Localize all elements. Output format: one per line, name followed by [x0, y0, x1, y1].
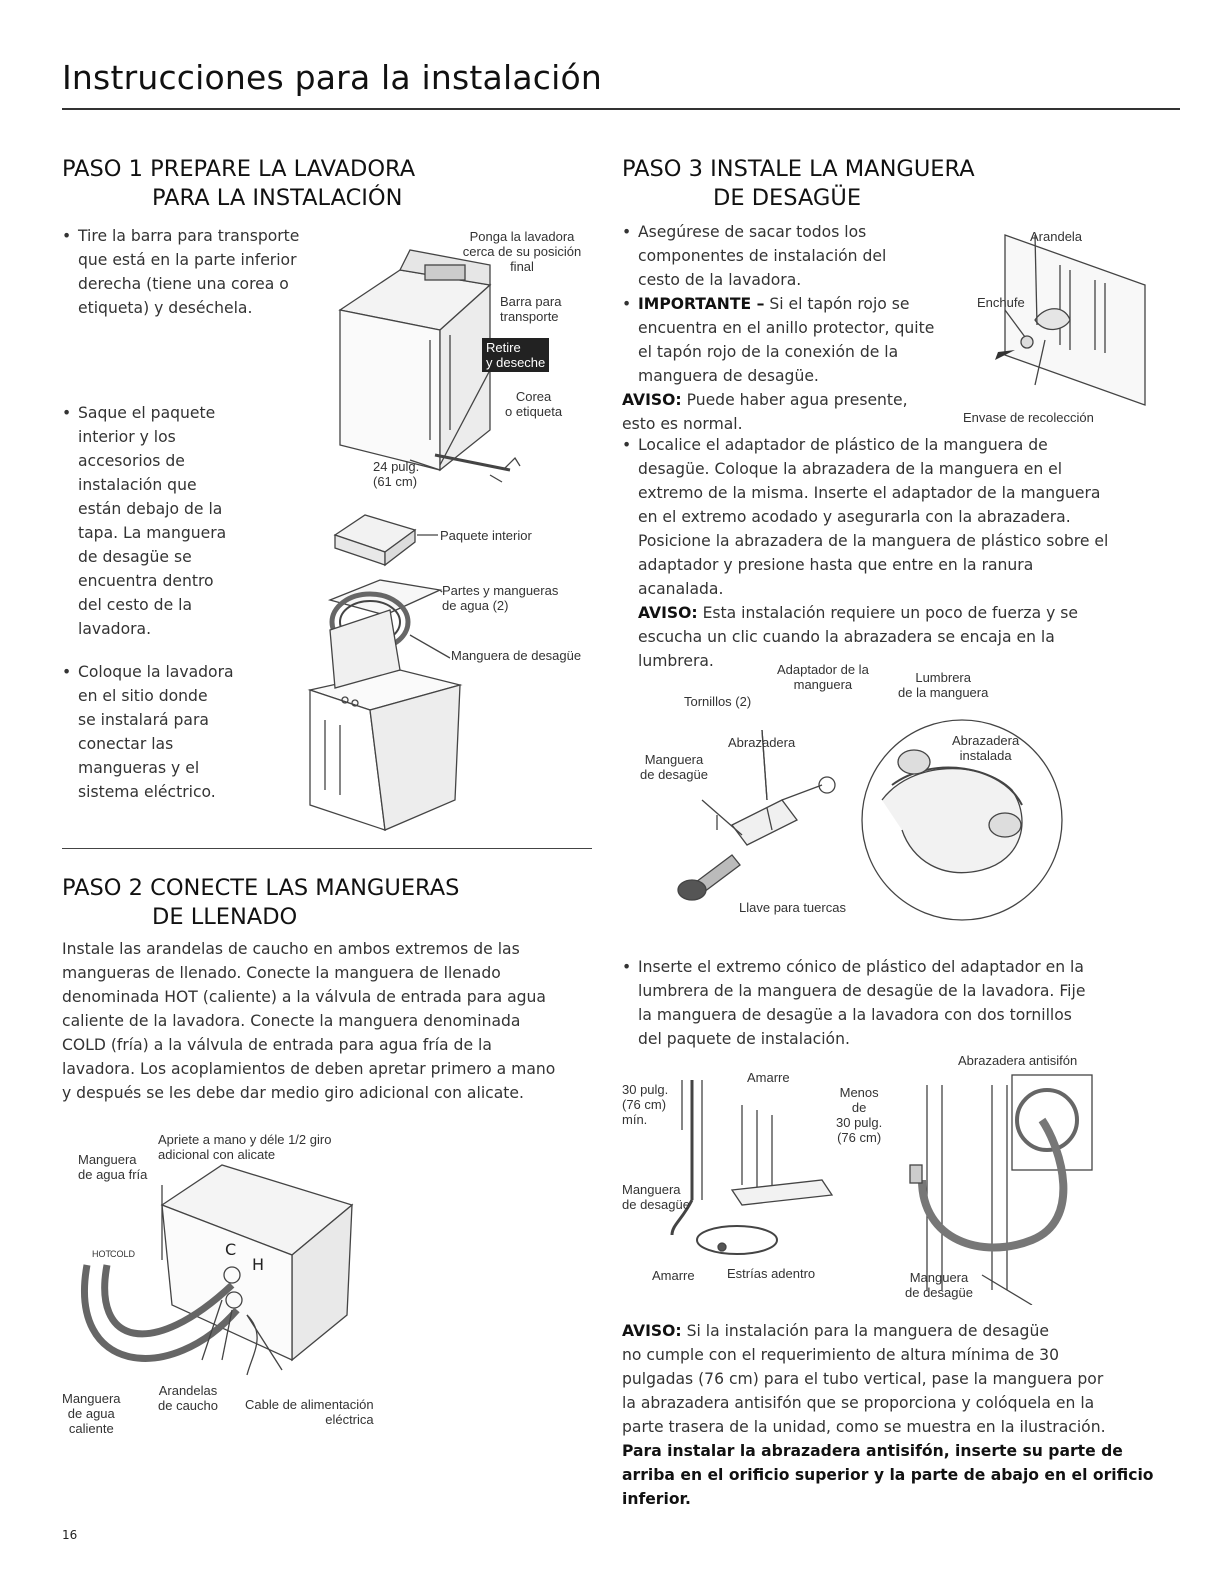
text-line: la abrazadera antisifón que se proporciona y colóquela en la	[622, 1394, 1095, 1412]
label-line: de desagüe	[640, 767, 708, 782]
sticker-line: y deseche	[486, 355, 546, 370]
text-line: la manguera de desagüe a la lavadora con dos tornillos	[638, 1006, 1072, 1024]
page-title: Instrucciones para la instalación	[62, 58, 602, 97]
text-line: accesorios de	[78, 452, 185, 470]
step3-bullet-4	[622, 955, 1182, 1051]
h-mark: H	[252, 1255, 265, 1274]
text-line: Si el tapón rojo se	[764, 295, 910, 313]
text-line: • Tire la barra para transporte	[78, 227, 300, 245]
label-30-pulg	[622, 1082, 668, 1127]
text-line: COLD (fría) a la válvula de entrada para agua fría de la	[62, 1036, 492, 1054]
label-line: Lumbrera	[915, 670, 971, 685]
text-line: mangueras de llenado. Conecte la manguera de llenado	[62, 964, 501, 982]
retire-sticker	[482, 338, 549, 372]
text-line: lumbrera.	[638, 652, 714, 670]
label-line: (76 cm)	[837, 1130, 882, 1145]
text-line: pulgadas (76 cm) para el tubo vertical, pase la manguera por	[622, 1370, 1104, 1388]
label-line: Ponga la lavadora	[469, 229, 575, 244]
text-line: parte trasera de la unidad, como se muestra en la ilustración.	[622, 1418, 1106, 1436]
label-manguera-desague-2	[640, 752, 708, 782]
aviso-label: AVISO:	[622, 391, 682, 409]
importante-label: IMPORTANTE –	[638, 295, 765, 313]
text-line: • Inserte el extremo cónico de plástico del adaptador en la	[638, 958, 1084, 976]
label-line: Manguera	[78, 1152, 137, 1167]
label-line: Adaptador de la	[777, 662, 869, 677]
text-line: etiqueta) y deséchela.	[78, 299, 253, 317]
drain-plug-illustration	[975, 225, 1160, 415]
label-agua-caliente	[62, 1391, 121, 1436]
label-manguera-desague: Manguera de desagüe	[451, 648, 582, 663]
text-line: manguera de desagüe.	[638, 367, 819, 385]
bold-line: Para instalar la abrazadera antisifón, inserte su parte de	[622, 1442, 1123, 1460]
text-line: Si la instalación para la manguera de desagüe	[681, 1322, 1049, 1340]
label-paquete-interior: Paquete interior	[440, 528, 532, 543]
label-line: o etiqueta	[505, 404, 563, 419]
text-line: encuentra dentro	[78, 572, 214, 590]
label-line: cerca de su posición	[462, 244, 582, 259]
text-line: no cumple con el requerimiento de altura mínima de 30	[622, 1346, 1060, 1364]
label-amarre: Amarre	[747, 1070, 790, 1085]
label-line: 30 pulg.	[622, 1082, 669, 1097]
label-llave: Llave para tuercas	[739, 900, 846, 915]
bold-line: arriba en el orificio superior y la parte de abajo en el orificio	[622, 1466, 1154, 1484]
label-line: Arandelas	[158, 1383, 218, 1398]
text-line: sistema eléctrico.	[78, 783, 216, 801]
label-line: Apriete a mano y déle 1/2 giro	[158, 1132, 332, 1147]
label-line: de caucho	[158, 1398, 218, 1413]
text-line: extremo de la misma. Inserte el adaptador de la manguera	[638, 484, 1101, 502]
label-corea	[505, 389, 562, 419]
label-line: eléctrica	[325, 1412, 374, 1427]
label-envase: Envase de recolección	[963, 410, 1094, 425]
drain-adapter-illustration	[622, 690, 1072, 935]
text-line: tapa. La manguera	[78, 524, 227, 542]
step1-heading-line2: PARA LA INSTALACIÓN	[152, 185, 403, 211]
label-line: Partes y mangueras	[442, 583, 559, 598]
label-abrazadera-instalada	[952, 733, 1019, 763]
text-line: denominada HOT (caliente) a la válvula de entrada para agua	[62, 988, 546, 1006]
label-adaptador	[777, 662, 869, 692]
text-line: en el sitio donde	[78, 687, 208, 705]
text-line: adaptador y presione hasta que entre en la ranura	[638, 556, 1034, 574]
label-manguera-l	[622, 1182, 690, 1212]
label-ponga	[452, 229, 592, 274]
text-line: Instale las arandelas de caucho en ambos extremos de las	[62, 940, 520, 958]
text-line: • Asegúrese de sacar todos los	[638, 223, 867, 241]
label-line: Manguera	[644, 752, 704, 767]
label-abrazadera: Abrazadera	[728, 735, 796, 750]
text-line: en el extremo acodado y asegurarla con la abrazadera.	[638, 508, 1071, 526]
label-line: transporte	[500, 309, 559, 324]
label-manguera-r	[905, 1270, 973, 1300]
step2-heading-line2: DE LLENADO	[152, 904, 298, 930]
text-line: derecha (tiene una corea o	[78, 275, 289, 293]
text-line: y después se les debe dar medio giro adicional con alicate.	[62, 1084, 524, 1102]
fill-hose-illustration	[62, 1145, 362, 1395]
label-arandela: Arandela	[1030, 229, 1083, 244]
label-line: 24 pulg.	[373, 459, 420, 474]
label-line: (61 cm)	[373, 474, 418, 489]
label-line: de	[851, 1100, 867, 1115]
aviso-label: AVISO:	[622, 1322, 682, 1340]
step1-bullet-3	[62, 660, 322, 804]
step2-heading-line1: PASO 2 CONECTE LAS MANGUERAS	[62, 875, 460, 901]
label-line: mín.	[622, 1112, 648, 1127]
header-rule	[62, 108, 1180, 110]
text-line: lavadora. Los acoplamientos de deben apretar primero a mano	[62, 1060, 556, 1078]
label-line: adicional con alicate	[158, 1147, 276, 1162]
text-line: se instalará para	[78, 711, 209, 729]
label-menos	[836, 1085, 882, 1145]
step3-heading-line1: PASO 3 INSTALE LA MANGUERA	[622, 156, 975, 182]
label-line: caliente	[68, 1421, 114, 1436]
label-line: Barra para	[500, 294, 562, 309]
text-line: componentes de instalación del	[638, 247, 887, 265]
label-line: Manguera	[622, 1182, 681, 1197]
text-line: mangueras y el	[78, 759, 200, 777]
label-line: Corea	[515, 389, 552, 404]
section-divider	[62, 848, 592, 849]
step3-bullet-3	[622, 433, 1182, 673]
step1-heading-line1: PASO 1 PREPARE LA LAVADORA	[62, 156, 416, 182]
label-line: Abrazadera	[952, 733, 1020, 748]
step2-body	[62, 937, 602, 1105]
text-line: acanalada.	[638, 580, 724, 598]
label-agua-fria	[78, 1152, 147, 1182]
text-line: Posicione la abrazadera de la manguera de plástico sobre el	[638, 532, 1109, 550]
label-line: de agua	[67, 1406, 115, 1421]
label-cable	[245, 1397, 374, 1427]
label-line: Menos	[839, 1085, 879, 1100]
label-arandelas	[158, 1383, 218, 1413]
text-line: conectar las	[78, 735, 174, 753]
text-line: escucha un clic cuando la abrazadera se encaja en la	[638, 628, 1055, 646]
text-line: instalación que	[78, 476, 197, 494]
c-mark: C	[225, 1240, 237, 1259]
label-line: de agua fría	[78, 1167, 148, 1182]
label-enchufe: Enchufe	[977, 295, 1025, 310]
text-line: desagüe. Coloque la abrazadera de la manguera en el	[638, 460, 1063, 478]
label-line: de la manguera	[898, 685, 989, 700]
label-line: de desagüe	[622, 1197, 690, 1212]
label-line: Cable de alimentación	[245, 1397, 374, 1412]
label-partes	[442, 583, 558, 613]
label-amarre-2: Amarre	[652, 1268, 695, 1283]
sticker-line: Retire	[486, 340, 521, 355]
text-line: lumbrera de la manguera de desagüe de la lavadora. Fije	[638, 982, 1086, 1000]
label-line: final	[510, 259, 534, 274]
text-line: el tapón rojo de la conexión de la	[638, 343, 899, 361]
step3-bullet-2	[622, 292, 982, 436]
label-antisifon: Abrazadera antisifón	[958, 1053, 1078, 1068]
text-line: cesto de la lavadora.	[638, 271, 802, 289]
label-tornillos: Tornillos (2)	[684, 694, 752, 709]
bold-line: inferior.	[622, 1490, 691, 1508]
cold-tag: COLD	[110, 1249, 136, 1259]
text-line: caliente de la lavadora. Conecte la manguera denominada	[62, 1012, 521, 1030]
text-line: Esta instalación requiere un poco de fuerza y se	[697, 604, 1079, 622]
step3-bullet-1	[622, 220, 962, 292]
page-number: 16	[62, 1528, 78, 1542]
hot-tag: HOT	[92, 1249, 111, 1259]
label-line: (76 cm)	[622, 1097, 667, 1112]
label-24-pulg	[373, 459, 419, 489]
text-line: del paquete de instalación.	[638, 1030, 850, 1048]
label-apriete	[158, 1132, 331, 1162]
text-line: que está en la parte inferior	[78, 251, 297, 269]
label-line: Manguera	[909, 1270, 969, 1285]
text-line: de desagüe se	[78, 548, 192, 566]
text-line: esto es normal.	[622, 415, 743, 433]
aviso-label: AVISO:	[638, 604, 698, 622]
label-estrias: Estrías adentro	[727, 1266, 816, 1281]
label-line: de agua (2)	[442, 598, 509, 613]
text-line: • Saque el paquete	[78, 404, 216, 422]
label-lumbrera	[898, 670, 988, 700]
label-line: de desagüe	[905, 1285, 973, 1300]
text-line: encuentra en el anillo protector, quite	[638, 319, 935, 337]
label-line: Manguera	[62, 1391, 121, 1406]
label-barra	[500, 294, 561, 324]
text-line: • Localice el adaptador de plástico de la manguera de	[638, 436, 1048, 454]
label-line: manguera	[793, 677, 853, 692]
step1-bullet-2	[62, 401, 322, 641]
step3-aviso-final	[622, 1319, 1187, 1511]
text-line: • Coloque la lavadora	[78, 663, 234, 681]
text-line: Puede haber agua presente,	[681, 391, 908, 409]
text-line: interior y los	[78, 428, 176, 446]
text-line: lavadora.	[78, 620, 152, 638]
step3-heading-line2: DE DESAGÜE	[713, 185, 862, 211]
label-line: instalada	[959, 748, 1012, 763]
text-line: del cesto de la	[78, 596, 193, 614]
label-line: 30 pulg.	[836, 1115, 883, 1130]
text-line: están debajo de la	[78, 500, 223, 518]
